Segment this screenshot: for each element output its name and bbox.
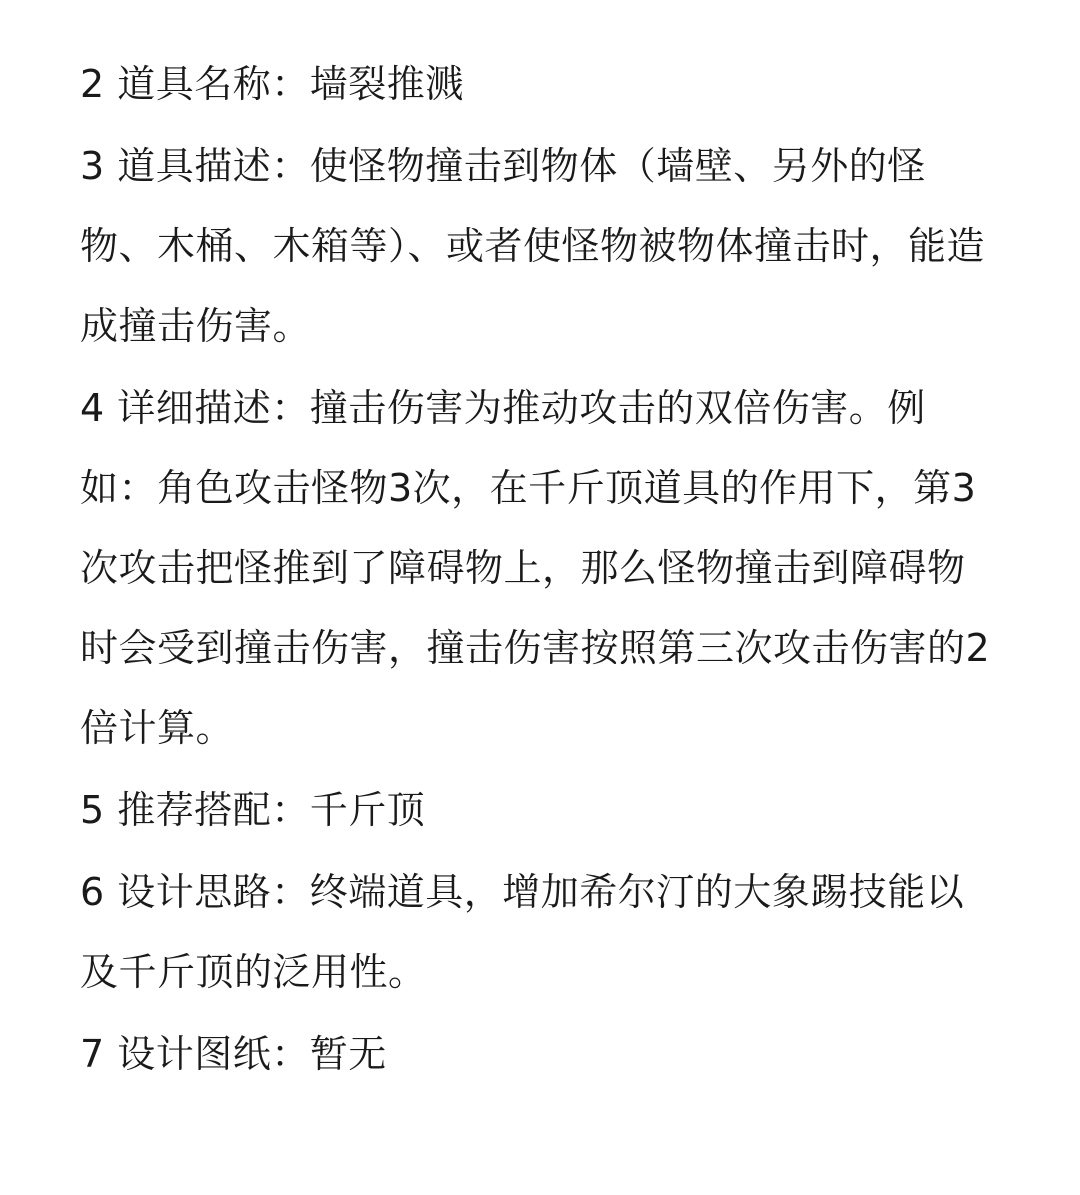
design-drawing-paragraph: 7 设计图纸：暂无 (80, 1032, 387, 1076)
document-body (80, 44, 1000, 1094)
detailed-description-paragraph: 4 详细描述：撞击伤害为推动攻击的双倍伤害。例如：角色攻击怪物3次，在千斤顶道具的作用下，第3次攻击把怪推到了障碍物上，那么怪物撞击到障碍物时会受到撞击伤害，撞击伤害按照第三次攻击伤害的2倍计算。 (80, 386, 991, 750)
design-idea-paragraph: 6 设计思路：终端道具，增加希尔汀的大象踢技能以及千斤顶的泛用性。 (80, 870, 965, 994)
recommended-combo-paragraph: 5 推荐搭配：千斤顶 (80, 788, 426, 832)
item-name-paragraph: 2 道具名称：墙裂推溅 (80, 62, 464, 106)
item-description-paragraph: 3 道具描述：使怪物撞击到物体（墙壁、另外的怪物、木桶、木箱等）、或者使怪物被物体撞击时，能造成撞击伤害。 (80, 144, 986, 348)
